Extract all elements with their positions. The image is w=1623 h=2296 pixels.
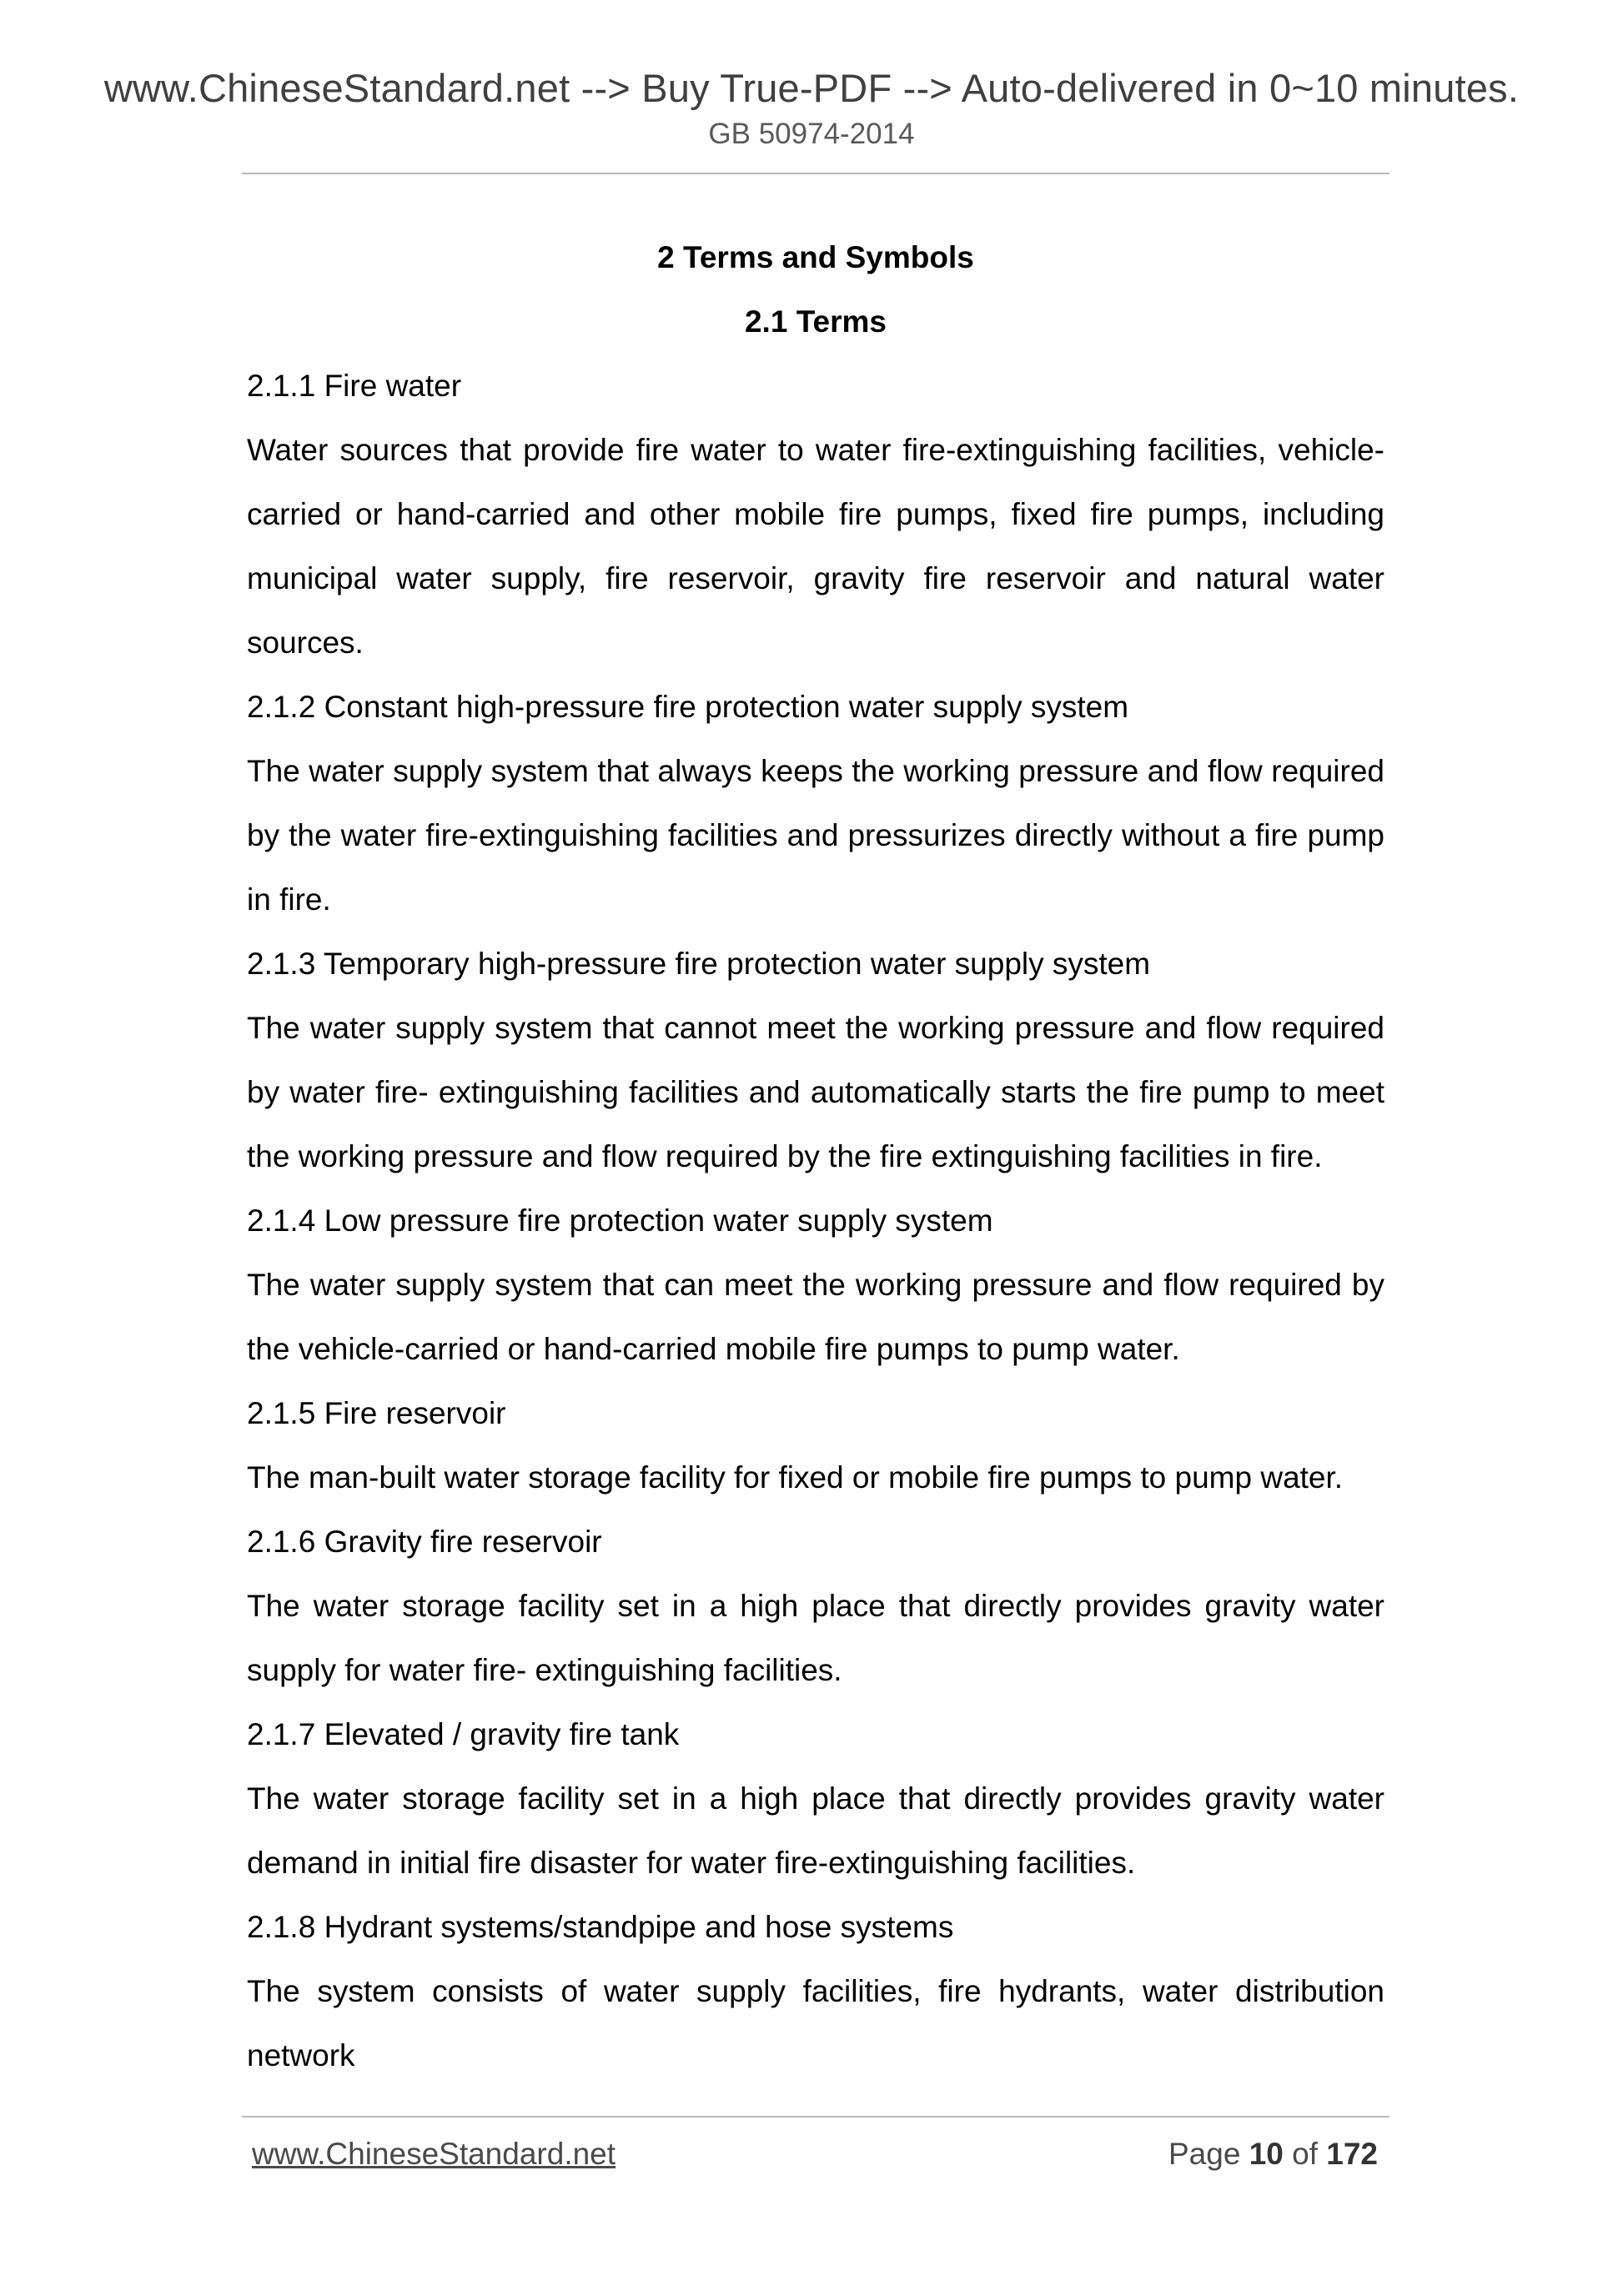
page-current: 10 [1249,2137,1284,2171]
term-definition: The water supply system that cannot meet the working pressure and flow required by water fire- extinguishing facilities and automatically starts the fire pump to meet the working pressure and flow required by the fire extinguishing facilities in fire. [247,1011,1384,1173]
term-definition: Water sources that provide fire water to water fire-extinguishing facilities, vehicle-carried or hand-carried and other mobile fire pumps, fixed fire pumps, including municipal water supply, fire reservoir, gravity fire reservoir and natural water sources. [247,433,1384,660]
subsection-heading: 2.1 Terms [744,304,887,339]
page-indicator [1168,2135,1378,2173]
footer-website-link[interactable]: www.ChineseStandard.net [252,2137,616,2171]
term-definition: The water supply system that always keeps the working pressure and flow required by the water fire-extinguishing facilities and pressurizes directly without a fire pump in fire. [247,754,1384,917]
header-banner: www.ChineseStandard.net --> Buy True-PDF --> Auto-delivered in 0~10 minutes. [103,66,1520,110]
page-body [247,225,1384,2088]
term-definition: The man-built water storage facility for fixed or mobile fire pumps to pump water. [247,1460,1344,1495]
section-heading: 2 Terms and Symbols [657,240,974,274]
term-title: 2.1.1 Fire water [247,369,462,403]
page-label: Page [1168,2137,1241,2171]
term-definition: The water storage facility set in a high place that directly provides gravity water demand in initial fire disaster for water fire-extinguishing facilities. [247,1781,1384,1880]
term-title: 2.1.3 Temporary high-pressure fire protection water supply system [247,947,1151,981]
page-of: of [1292,2137,1318,2171]
term-title: 2.1.7 Elevated / gravity fire tank [247,1717,680,1751]
term-title: 2.1.6 Gravity fire reservoir [247,1525,602,1559]
footer-divider [242,2116,1389,2118]
term-title: 2.1.4 Low pressure fire protection water supply system [247,1203,993,1238]
term-title: 2.1.2 Constant high-pressure fire protection water supply system [247,690,1129,724]
term-definition: The water supply system that can meet the working pressure and flow required by the vehicle-carried or hand-carried mobile fire pumps to pump water. [247,1268,1384,1366]
term-title: 2.1.5 Fire reservoir [247,1396,506,1430]
term-title: 2.1.8 Hydrant systems/standpipe and hose systems [247,1910,954,1944]
header-divider [242,173,1389,174]
term-definition: The water storage facility set in a high place that directly provides gravity water supply for water fire- extinguishing facilities. [247,1589,1384,1687]
document-number: GB 50974-2014 [708,118,915,150]
page-total: 172 [1326,2137,1378,2171]
term-definition: The system consists of water supply facilities, fire hydrants, water distribution network [247,1974,1384,2072]
